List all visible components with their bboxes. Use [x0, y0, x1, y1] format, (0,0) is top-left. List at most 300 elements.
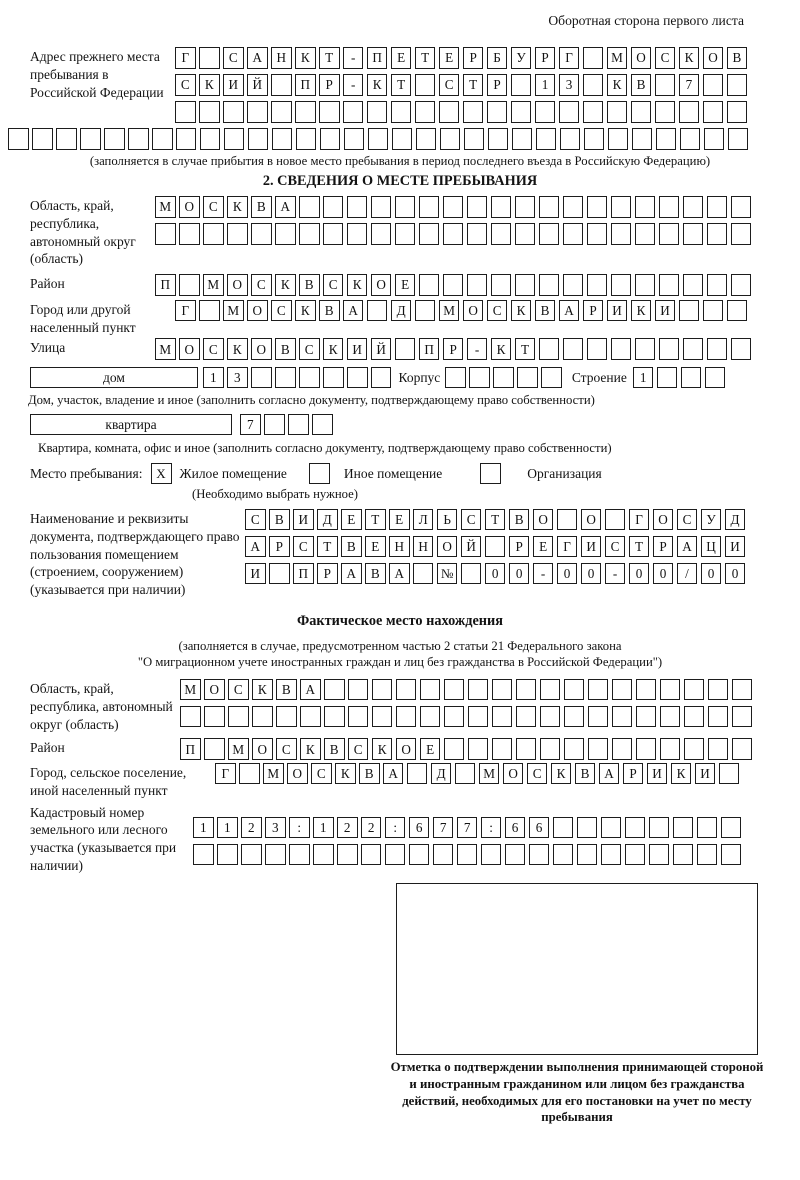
char-box[interactable]: К [323, 338, 344, 360]
char-box[interactable] [588, 679, 609, 701]
char-box[interactable] [313, 844, 334, 866]
char-box[interactable]: О [503, 763, 524, 785]
char-box[interactable]: Т [391, 74, 412, 96]
char-box[interactable]: - [605, 563, 626, 585]
char-box[interactable] [372, 679, 393, 701]
char-box[interactable] [601, 844, 622, 866]
char-box[interactable] [344, 128, 365, 150]
char-box[interactable]: 2 [361, 817, 382, 839]
char-box[interactable] [199, 300, 220, 322]
char-box[interactable]: М [223, 300, 244, 322]
char-box[interactable] [611, 274, 632, 296]
char-box[interactable] [445, 367, 466, 389]
char-box[interactable] [635, 196, 656, 218]
char-box[interactable]: Т [415, 47, 436, 69]
char-box[interactable] [625, 844, 646, 866]
char-box[interactable]: В [727, 47, 748, 69]
char-box[interactable]: О [179, 196, 200, 218]
char-box[interactable] [368, 128, 389, 150]
char-box[interactable]: 1 [203, 367, 224, 389]
char-box[interactable]: С [203, 338, 224, 360]
char-box[interactable]: - [343, 47, 364, 69]
char-box[interactable]: К [491, 338, 512, 360]
char-box[interactable]: К [227, 196, 248, 218]
char-box[interactable] [228, 706, 249, 728]
char-box[interactable]: Н [389, 536, 410, 558]
char-box[interactable] [611, 196, 632, 218]
char-box[interactable] [539, 274, 560, 296]
char-box[interactable]: С [293, 536, 314, 558]
char-box[interactable]: С [323, 274, 344, 296]
char-box[interactable] [515, 223, 536, 245]
char-box[interactable] [727, 300, 748, 322]
char-box[interactable] [199, 47, 220, 69]
char-box[interactable] [536, 128, 557, 150]
char-box[interactable]: Й [371, 338, 392, 360]
char-box[interactable] [517, 367, 538, 389]
char-box[interactable] [179, 223, 200, 245]
char-box[interactable]: В [535, 300, 556, 322]
char-box[interactable]: Р [583, 300, 604, 322]
char-box[interactable]: М [479, 763, 500, 785]
char-box[interactable] [396, 679, 417, 701]
char-box[interactable] [732, 706, 753, 728]
char-box[interactable]: А [599, 763, 620, 785]
char-box[interactable] [200, 128, 221, 150]
char-box[interactable] [697, 844, 718, 866]
char-box[interactable] [635, 338, 656, 360]
char-box[interactable] [659, 338, 680, 360]
char-box[interactable]: Г [559, 47, 580, 69]
char-box[interactable]: В [299, 274, 320, 296]
char-box[interactable] [433, 844, 454, 866]
char-box[interactable] [731, 196, 752, 218]
char-box[interactable]: М [228, 738, 249, 760]
char-box[interactable] [56, 128, 77, 150]
char-box[interactable] [707, 338, 728, 360]
char-box[interactable] [516, 706, 537, 728]
char-box[interactable]: Н [271, 47, 292, 69]
char-box[interactable]: 1 [633, 367, 654, 389]
char-box[interactable] [660, 679, 681, 701]
char-box[interactable] [731, 223, 752, 245]
char-box[interactable] [681, 367, 702, 389]
char-box[interactable]: К [275, 274, 296, 296]
char-box[interactable] [564, 706, 585, 728]
char-box[interactable] [415, 101, 436, 123]
char-box[interactable] [444, 679, 465, 701]
char-box[interactable] [467, 196, 488, 218]
char-box[interactable]: К [199, 74, 220, 96]
char-box[interactable] [680, 128, 701, 150]
char-box[interactable]: Р [443, 338, 464, 360]
char-box[interactable]: П [295, 74, 316, 96]
char-box[interactable] [300, 706, 321, 728]
char-box[interactable]: К [551, 763, 572, 785]
char-box[interactable] [275, 223, 296, 245]
char-box[interactable]: Л [413, 509, 434, 531]
char-box[interactable] [204, 706, 225, 728]
char-box[interactable]: Е [420, 738, 441, 760]
char-box[interactable] [612, 738, 633, 760]
char-box[interactable] [649, 844, 670, 866]
char-box[interactable] [264, 414, 285, 436]
char-box[interactable]: И [607, 300, 628, 322]
char-box[interactable] [347, 196, 368, 218]
char-box[interactable] [563, 338, 584, 360]
char-box[interactable] [348, 679, 369, 701]
char-box[interactable] [419, 223, 440, 245]
char-box[interactable]: Р [509, 536, 530, 558]
char-box[interactable]: М [155, 338, 176, 360]
char-box[interactable] [323, 196, 344, 218]
char-box[interactable] [395, 223, 416, 245]
char-box[interactable]: О [247, 300, 268, 322]
char-box[interactable] [443, 196, 464, 218]
char-box[interactable] [415, 300, 436, 322]
char-box[interactable]: П [155, 274, 176, 296]
checkbox-other-premises[interactable] [309, 463, 330, 485]
char-box[interactable]: 2 [241, 817, 262, 839]
char-box[interactable] [607, 101, 628, 123]
char-box[interactable]: Е [533, 536, 554, 558]
char-box[interactable]: Г [215, 763, 236, 785]
char-box[interactable] [505, 844, 526, 866]
char-box[interactable]: Р [487, 74, 508, 96]
char-box[interactable]: И [581, 536, 602, 558]
char-box[interactable] [655, 74, 676, 96]
char-box[interactable]: В [575, 763, 596, 785]
char-box[interactable]: К [347, 274, 368, 296]
char-box[interactable]: О [463, 300, 484, 322]
char-box[interactable] [487, 101, 508, 123]
char-box[interactable]: Р [269, 536, 290, 558]
char-box[interactable]: И [647, 763, 668, 785]
char-box[interactable]: 0 [725, 563, 746, 585]
char-box[interactable] [323, 367, 344, 389]
char-box[interactable]: К [607, 74, 628, 96]
char-box[interactable] [539, 196, 560, 218]
char-box[interactable]: 0 [485, 563, 506, 585]
char-box[interactable]: С [348, 738, 369, 760]
char-box[interactable]: К [511, 300, 532, 322]
char-box[interactable]: О [227, 274, 248, 296]
char-box[interactable] [708, 679, 729, 701]
char-box[interactable] [415, 74, 436, 96]
char-box[interactable] [469, 367, 490, 389]
char-box[interactable]: К [335, 763, 356, 785]
char-box[interactable] [660, 706, 681, 728]
char-box[interactable] [299, 196, 320, 218]
char-box[interactable] [224, 128, 245, 150]
char-box[interactable] [707, 196, 728, 218]
char-box[interactable]: П [180, 738, 201, 760]
char-box[interactable]: А [343, 300, 364, 322]
char-box[interactable] [193, 844, 214, 866]
char-box[interactable]: Т [317, 536, 338, 558]
char-box[interactable] [659, 274, 680, 296]
char-box[interactable]: Т [515, 338, 536, 360]
char-box[interactable]: С [251, 274, 272, 296]
char-box[interactable] [468, 738, 489, 760]
char-box[interactable] [269, 563, 290, 585]
char-box[interactable] [587, 274, 608, 296]
char-box[interactable] [491, 223, 512, 245]
char-box[interactable] [704, 128, 725, 150]
char-box[interactable]: Й [461, 536, 482, 558]
char-box[interactable]: С [223, 47, 244, 69]
char-box[interactable]: В [276, 679, 297, 701]
char-box[interactable]: М [155, 196, 176, 218]
char-box[interactable]: В [319, 300, 340, 322]
char-box[interactable]: С [276, 738, 297, 760]
char-box[interactable] [601, 817, 622, 839]
char-box[interactable] [539, 223, 560, 245]
char-box[interactable]: Р [317, 563, 338, 585]
char-box[interactable] [577, 844, 598, 866]
char-box[interactable] [612, 679, 633, 701]
char-box[interactable] [611, 338, 632, 360]
char-box[interactable]: С [439, 74, 460, 96]
char-box[interactable] [395, 196, 416, 218]
char-box[interactable] [32, 128, 53, 150]
char-box[interactable] [319, 101, 340, 123]
char-box[interactable] [731, 338, 752, 360]
char-box[interactable]: С [605, 536, 626, 558]
char-box[interactable]: О [631, 47, 652, 69]
char-box[interactable] [463, 101, 484, 123]
char-box[interactable] [588, 706, 609, 728]
char-box[interactable] [683, 338, 704, 360]
char-box[interactable] [372, 706, 393, 728]
char-box[interactable]: В [341, 536, 362, 558]
char-box[interactable]: К [295, 47, 316, 69]
char-box[interactable]: Н [413, 536, 434, 558]
char-box[interactable]: В [251, 196, 272, 218]
char-box[interactable] [511, 74, 532, 96]
char-box[interactable] [625, 817, 646, 839]
char-box[interactable] [708, 706, 729, 728]
char-box[interactable] [587, 338, 608, 360]
char-box[interactable] [731, 274, 752, 296]
char-box[interactable]: 3 [265, 817, 286, 839]
char-box[interactable] [563, 274, 584, 296]
char-box[interactable] [371, 223, 392, 245]
char-box[interactable]: А [275, 196, 296, 218]
char-box[interactable]: : [289, 817, 310, 839]
char-box[interactable]: К [252, 679, 273, 701]
char-box[interactable]: 0 [653, 563, 674, 585]
char-box[interactable] [416, 128, 437, 150]
char-box[interactable]: И [245, 563, 266, 585]
char-box[interactable]: 0 [629, 563, 650, 585]
char-box[interactable]: 3 [559, 74, 580, 96]
char-box[interactable] [635, 274, 656, 296]
char-box[interactable] [251, 223, 272, 245]
char-box[interactable]: О [703, 47, 724, 69]
char-box[interactable] [176, 128, 197, 150]
char-box[interactable] [204, 738, 225, 760]
char-box[interactable] [343, 101, 364, 123]
char-box[interactable] [684, 738, 705, 760]
char-box[interactable]: Р [319, 74, 340, 96]
char-box[interactable]: Т [463, 74, 484, 96]
char-box[interactable]: Е [365, 536, 386, 558]
char-box[interactable] [420, 679, 441, 701]
char-box[interactable]: 7 [240, 414, 261, 436]
char-box[interactable] [175, 101, 196, 123]
char-box[interactable] [152, 128, 173, 150]
char-box[interactable]: А [247, 47, 268, 69]
char-box[interactable]: Г [629, 509, 650, 531]
char-box[interactable]: Р [653, 536, 674, 558]
char-box[interactable]: О [251, 338, 272, 360]
char-box[interactable] [583, 47, 604, 69]
char-box[interactable] [492, 738, 513, 760]
char-box[interactable]: И [293, 509, 314, 531]
char-box[interactable] [271, 101, 292, 123]
char-box[interactable] [705, 367, 726, 389]
char-box[interactable]: К [295, 300, 316, 322]
char-box[interactable] [553, 844, 574, 866]
char-box[interactable] [247, 101, 268, 123]
char-box[interactable] [276, 706, 297, 728]
char-box[interactable] [488, 128, 509, 150]
char-box[interactable] [409, 844, 430, 866]
char-box[interactable] [515, 196, 536, 218]
char-box[interactable] [657, 367, 678, 389]
char-box[interactable] [577, 817, 598, 839]
char-box[interactable] [636, 738, 657, 760]
char-box[interactable]: А [341, 563, 362, 585]
char-box[interactable] [608, 128, 629, 150]
char-box[interactable]: А [383, 763, 404, 785]
char-box[interactable]: К [367, 74, 388, 96]
char-box[interactable]: - [343, 74, 364, 96]
char-box[interactable] [721, 817, 742, 839]
char-box[interactable] [611, 223, 632, 245]
char-box[interactable] [461, 563, 482, 585]
char-box[interactable]: О [287, 763, 308, 785]
char-box[interactable] [371, 196, 392, 218]
char-box[interactable] [348, 706, 369, 728]
char-box[interactable] [649, 817, 670, 839]
char-box[interactable]: 1 [217, 817, 238, 839]
char-box[interactable] [239, 763, 260, 785]
char-box[interactable] [540, 706, 561, 728]
char-box[interactable]: С [228, 679, 249, 701]
char-box[interactable]: 6 [505, 817, 526, 839]
char-box[interactable] [632, 128, 653, 150]
char-box[interactable]: Д [391, 300, 412, 322]
char-box[interactable] [203, 223, 224, 245]
char-box[interactable] [679, 101, 700, 123]
char-box[interactable] [337, 844, 358, 866]
char-box[interactable] [275, 367, 296, 389]
char-box[interactable]: О [204, 679, 225, 701]
char-box[interactable] [697, 817, 718, 839]
char-box[interactable] [635, 223, 656, 245]
char-box[interactable]: О [581, 509, 602, 531]
char-box[interactable]: Е [391, 47, 412, 69]
char-box[interactable]: К [372, 738, 393, 760]
char-box[interactable]: К [631, 300, 652, 322]
char-box[interactable] [199, 101, 220, 123]
char-box[interactable]: Г [175, 47, 196, 69]
char-box[interactable] [391, 101, 412, 123]
char-box[interactable]: С [245, 509, 266, 531]
char-box[interactable]: В [365, 563, 386, 585]
char-box[interactable]: А [245, 536, 266, 558]
char-box[interactable]: 2 [337, 817, 358, 839]
char-box[interactable] [347, 367, 368, 389]
char-box[interactable]: Ц [701, 536, 722, 558]
char-box[interactable] [703, 300, 724, 322]
char-box[interactable]: С [655, 47, 676, 69]
char-box[interactable]: : [385, 817, 406, 839]
char-box[interactable] [707, 223, 728, 245]
char-box[interactable] [512, 128, 533, 150]
char-box[interactable]: 7 [679, 74, 700, 96]
char-box[interactable] [419, 196, 440, 218]
char-box[interactable]: О [653, 509, 674, 531]
char-box[interactable]: И [725, 536, 746, 558]
char-box[interactable] [539, 338, 560, 360]
char-box[interactable] [272, 128, 293, 150]
char-box[interactable]: 1 [535, 74, 556, 96]
char-box[interactable]: Ь [437, 509, 458, 531]
char-box[interactable] [320, 128, 341, 150]
char-box[interactable] [684, 679, 705, 701]
char-box[interactable] [732, 738, 753, 760]
char-box[interactable] [8, 128, 29, 150]
char-box[interactable] [563, 223, 584, 245]
char-box[interactable]: № [437, 563, 458, 585]
char-box[interactable] [252, 706, 273, 728]
char-box[interactable]: К [671, 763, 692, 785]
char-box[interactable] [420, 706, 441, 728]
char-box[interactable] [440, 128, 461, 150]
char-box[interactable] [392, 128, 413, 150]
char-box[interactable]: И [347, 338, 368, 360]
char-box[interactable]: Д [317, 509, 338, 531]
char-box[interactable]: К [227, 338, 248, 360]
char-box[interactable]: И [223, 74, 244, 96]
char-box[interactable] [179, 274, 200, 296]
char-box[interactable] [467, 274, 488, 296]
char-box[interactable]: М [203, 274, 224, 296]
char-box[interactable]: Т [629, 536, 650, 558]
char-box[interactable] [707, 274, 728, 296]
char-box[interactable] [289, 844, 310, 866]
char-box[interactable] [248, 128, 269, 150]
char-box[interactable]: : [481, 817, 502, 839]
char-box[interactable] [241, 844, 262, 866]
char-box[interactable] [385, 844, 406, 866]
char-box[interactable]: И [655, 300, 676, 322]
char-box[interactable]: О [533, 509, 554, 531]
char-box[interactable] [655, 101, 676, 123]
char-box[interactable]: 0 [557, 563, 578, 585]
char-box[interactable] [727, 101, 748, 123]
char-box[interactable] [564, 679, 585, 701]
char-box[interactable] [288, 414, 309, 436]
char-box[interactable]: 7 [457, 817, 478, 839]
char-box[interactable]: И [695, 763, 716, 785]
char-box[interactable]: С [299, 338, 320, 360]
char-box[interactable] [540, 679, 561, 701]
char-box[interactable] [455, 763, 476, 785]
